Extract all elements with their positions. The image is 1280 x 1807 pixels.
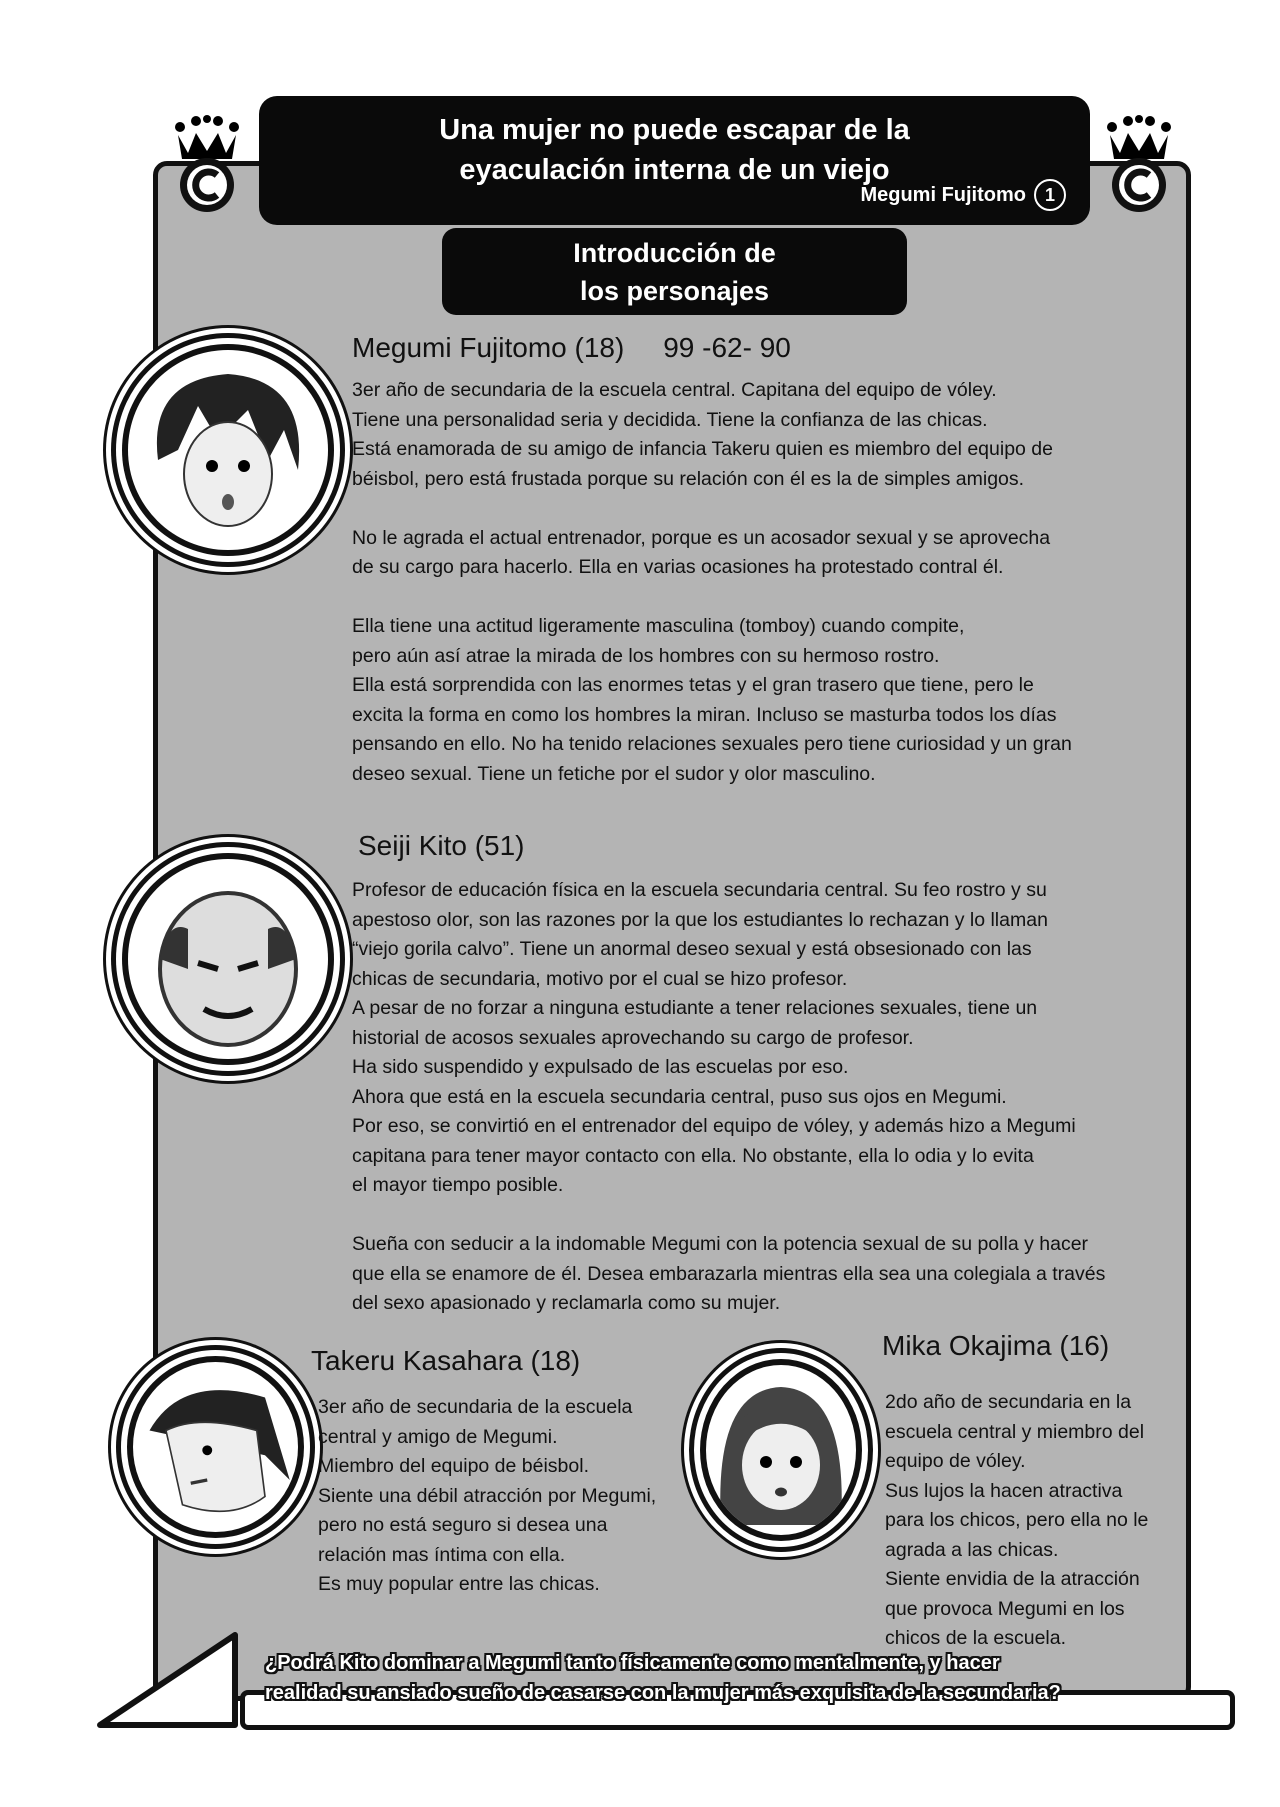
crown-logo-icon: [172, 115, 242, 215]
chapter-number: 1: [1034, 179, 1066, 211]
closing-line: realidad su ansiado sueño de casarse con la mujer más exquisita de la secundaria?: [265, 1682, 1061, 1704]
section-title-line: Introducción de: [573, 238, 776, 268]
text-line: Está enamorada de su amigo de infancia Takeru quien es miembro del equipo de: [352, 438, 1054, 460]
text-line: 3er año de secundaria de la escuela: [318, 1396, 633, 1418]
description-mika: [885, 1388, 1148, 1654]
text-line: 2do año de secundaria en la: [885, 1391, 1132, 1413]
speech-tail-icon: [95, 1630, 245, 1730]
description-megumi: [352, 376, 1072, 789]
text-line: “viejo gorila calvo”. Tiene un anormal deseo sexual y está obsesionado con las: [352, 938, 1032, 960]
character-name: Seiji Kito (51): [358, 830, 525, 861]
text-line: Tiene una personalidad seria y decidida. Tiene la confianza de las chicas.: [352, 408, 988, 431]
series-label: [860, 179, 1066, 211]
title-line: eyaculación interna de un viejo: [459, 154, 890, 186]
crown-logo-icon: [1104, 115, 1174, 215]
text-line: historial de acosos sexuales aprovechando su cargo de profesor.: [352, 1026, 914, 1049]
text-line: chicos de la escuela.: [885, 1627, 1067, 1649]
portrait-seiji: [128, 859, 328, 1059]
text-line: Siente una débil atracción por Megumi,: [318, 1484, 657, 1507]
text-line: Ahora que está en la escuela secundaria central, puso sus ojos en Megumi.: [352, 1085, 1007, 1108]
text-line: central y amigo de Megumi.: [318, 1425, 558, 1448]
text-line: deseo sexual. Tiene un fetiche por el sudor y olor masculino.: [352, 762, 876, 785]
text-line: pensando en ello. No ha tenido relaciones sexuales pero tiene curiosidad y un gran: [352, 733, 1072, 755]
portrait-takeru: [133, 1362, 298, 1532]
text-line: relación mas íntima con ella.: [318, 1543, 566, 1566]
description-seiji: [352, 876, 1105, 1319]
text-line: agrada a las chicas.: [885, 1538, 1059, 1561]
measurements: 99 -62- 90: [663, 332, 791, 363]
text-line: Ella está sorprendida con las enormes tetas y el gran trasero que tiene, pero le: [352, 674, 1034, 696]
text-line: Ha sido suspendido y expulsado de las escuelas por eso.: [352, 1056, 849, 1078]
portrait-mika: [706, 1365, 856, 1535]
text-line: Siente envidia de la atracción: [885, 1568, 1140, 1590]
text-line: pero no está seguro si desea una: [318, 1514, 608, 1536]
closing-question: [265, 1648, 1061, 1708]
title-banner: [259, 96, 1090, 225]
text-line: Por eso, se convirtió en el entrenador del equipo de vóley, y además hizo a Megumi: [352, 1115, 1076, 1137]
text-line: capitana para tener mayor contacto con ella. No obstante, ella lo odia y lo evita: [352, 1144, 1034, 1167]
text-line: A pesar de no forzar a ninguna estudiante a tener relaciones sexuales, tiene un: [352, 997, 1038, 1019]
text-line: Ella tiene una actitud ligeramente masculina (tomboy) cuando compite,: [352, 615, 965, 637]
text-line: escuela central y miembro del: [885, 1420, 1145, 1443]
text-line: pero aún así atrae la mirada de los hombres con su hermoso rostro.: [352, 644, 940, 667]
text-line: el mayor tiempo posible.: [352, 1174, 564, 1196]
text-line: 3er año de secundaria de la escuela central. Capitana del equipo de vóley.: [352, 379, 997, 401]
character-name: [352, 332, 791, 364]
text-line: béisbol, pero está frustada porque su relación con él es la de simples amigos.: [352, 467, 1025, 490]
text-line: Profesor de educación física en la escuela secundaria central. Su feo rostro y su: [352, 879, 1047, 901]
text-line: excita la forma en como los hombres la miran. Incluso se masturba todos los días: [352, 703, 1057, 726]
text-line: Sus lujos la hacen atractiva: [885, 1479, 1123, 1502]
title-line: Una mujer no puede escapar de la: [439, 114, 910, 146]
closing-line: ¿Podrá Kito dominar a Megumi tanto físicamente como mentalmente, y hacer: [265, 1652, 1000, 1674]
text-line: Es muy popular entre las chicas.: [318, 1573, 600, 1595]
text-line: Miembro del equipo de béisbol.: [318, 1455, 590, 1477]
description-takeru: [318, 1393, 656, 1600]
text-line: No le agrada el actual entrenador, porque es un acosador sexual y se aprovecha: [352, 526, 1051, 549]
character-name: Takeru Kasahara (18): [311, 1345, 581, 1376]
text-line: de su cargo para hacerlo. Ella en varias ocasiones ha protestado contral él.: [352, 556, 1004, 578]
character-name: Mika Okajima (16): [882, 1330, 1110, 1361]
text-line: apestoso olor, son las razones por la que los estudiantes lo rechazan y lo llaman: [352, 908, 1048, 931]
text-line: para los chicos, pero ella no le: [885, 1509, 1149, 1531]
text-line: que provoca Megumi en los: [885, 1597, 1125, 1620]
text-line: que ella se enamore de él. Desea embarazarla mientras ella sea una colegiala a través: [352, 1262, 1106, 1285]
series-name: Megumi Fujitomo: [860, 183, 1026, 206]
text-line: equipo de vóley.: [885, 1450, 1026, 1472]
name-megumi: Megumi Fujitomo (18): [352, 332, 625, 363]
portrait-megumi: [128, 350, 328, 550]
section-title: [442, 228, 907, 315]
section-title-line: los personajes: [579, 276, 770, 306]
text-line: Sueña con seducir a la indomable Megumi con la potencia sexual de su polla y hacer: [352, 1233, 1089, 1255]
text-line: del sexo apasionado y reclamarla como su mujer.: [352, 1292, 781, 1314]
text-line: chicas de secundaria, motivo por el cual se hizo profesor.: [352, 967, 848, 990]
